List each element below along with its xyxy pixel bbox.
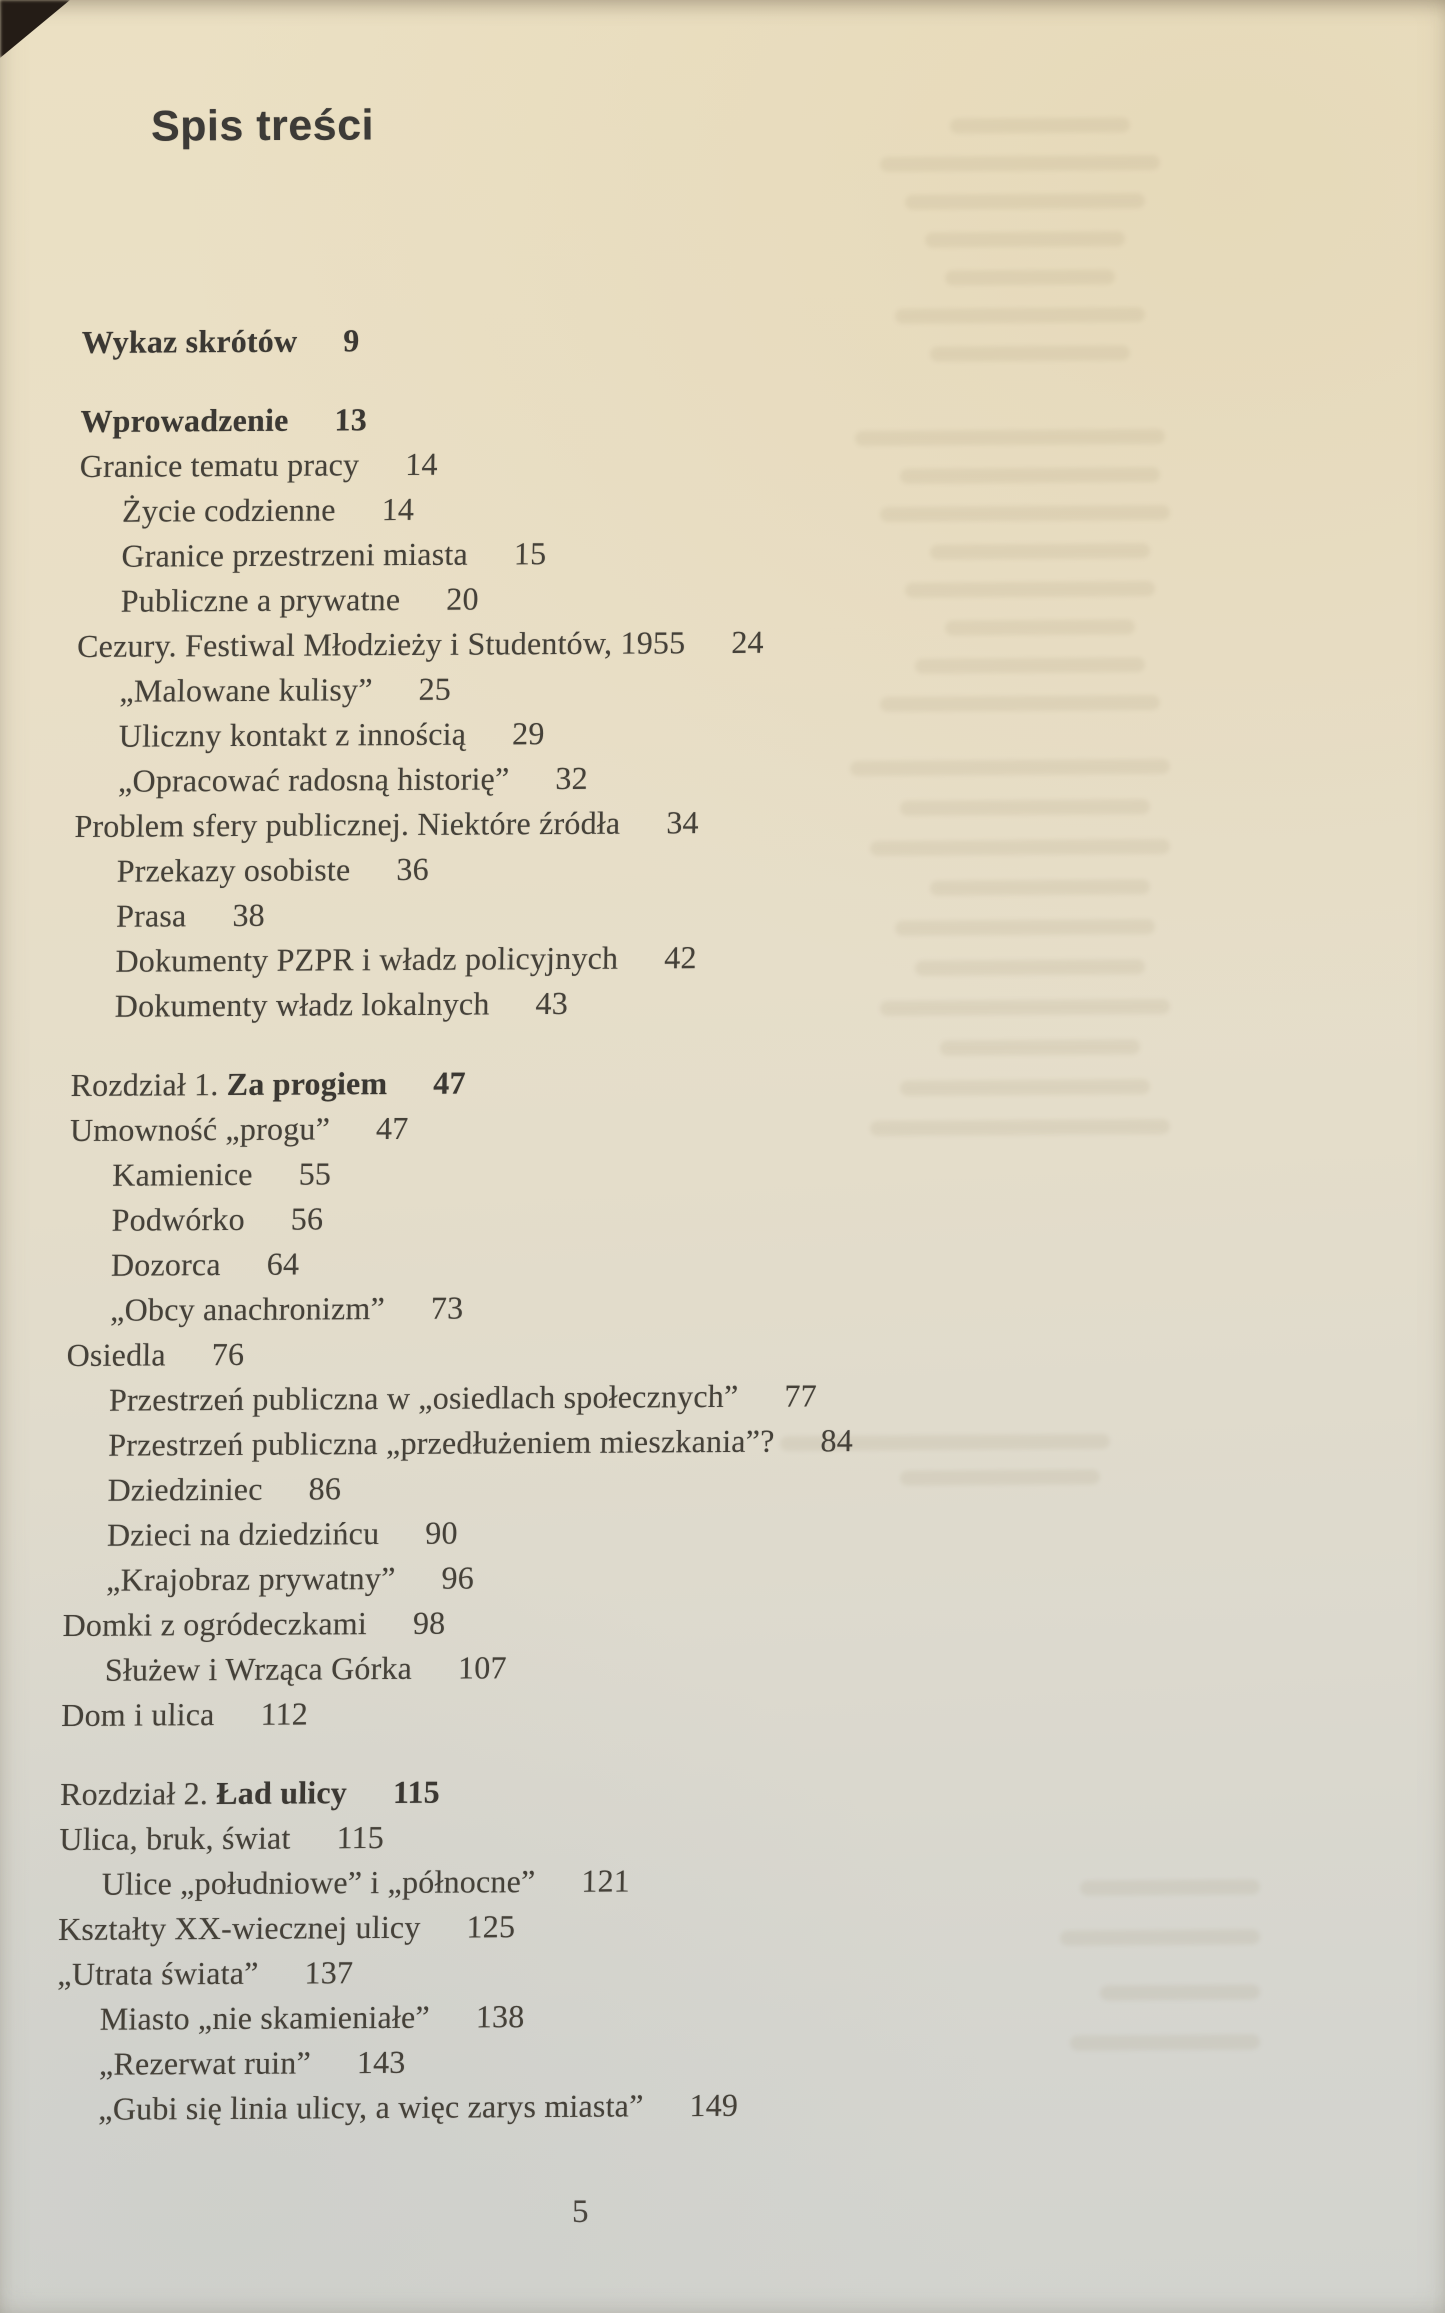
toc-entry-title: Prasa	[115, 897, 187, 934]
bleed-through-line	[940, 1039, 1140, 1055]
page-heading: Spis treści	[150, 101, 375, 151]
toc-entry	[67, 1283, 855, 1333]
toc-entry-title: Cezury. Festiwal Młodzieży i Studentów, 1955	[76, 624, 686, 664]
bleed-through-line	[900, 1079, 1150, 1096]
toc-entry-page: 115	[336, 1818, 385, 1856]
toc-entry-page: 42	[664, 939, 697, 976]
toc-entry-page: 125	[466, 1908, 516, 1945]
bleed-through-line	[895, 919, 1155, 936]
toc-entry	[75, 709, 863, 759]
toc-entry-title: Osiedla	[66, 1336, 167, 1373]
toc-entry	[62, 1643, 850, 1693]
toc-entry-title: Przekazy osobiste	[116, 851, 351, 889]
bleed-through-line	[915, 959, 1145, 976]
toc-entry	[71, 979, 859, 1029]
bleed-through-line	[930, 345, 1130, 361]
toc-entry-page: 13	[334, 401, 368, 438]
toc-entry-page: 47	[433, 1064, 467, 1101]
toc-entry-title: „Krajobraz prywatny”	[106, 1559, 396, 1598]
toc-entry-title: Umowność „progu”	[69, 1110, 331, 1148]
toc-entry-page: 96	[441, 1559, 475, 1596]
toc-entry-title: Kształty XX-wiecznej ulicy	[57, 1908, 421, 1947]
toc-entry	[79, 484, 867, 534]
toc-entry-title: „Rezerwat ruin”	[98, 2044, 312, 2082]
page-number: 5	[572, 2194, 589, 2230]
bleed-through-line	[850, 759, 1170, 776]
toc-entry	[78, 529, 866, 579]
toc-entry	[58, 1857, 846, 1907]
bleed-through-line	[1080, 1879, 1260, 1895]
toc-entry-title: „Obcy anachronizm”	[110, 1290, 386, 1328]
toc-entry-prefix: Rozdział 2.	[59, 1775, 217, 1812]
toc-entry	[69, 1148, 857, 1198]
toc-entry-page: 47	[375, 1109, 409, 1147]
toc-entry-page: 43	[535, 984, 569, 1022]
toc-entry	[72, 934, 860, 984]
toc-entry-title: Kamienice	[112, 1155, 254, 1193]
toc-entry	[77, 574, 865, 624]
toc-entry-title: Dozorca	[110, 1246, 222, 1283]
toc-entry	[60, 1767, 848, 1817]
toc-entry	[68, 1193, 856, 1243]
toc-entry-title: Miasto „nie skamieniałe”	[99, 1998, 431, 2037]
toc-entry	[66, 1328, 854, 1378]
toc-entry-page: 115	[392, 1773, 441, 1810]
toc-entry-page: 56	[290, 1200, 324, 1237]
toc-entry-page: 77	[784, 1377, 818, 1414]
toc-entry-title: Dziedziniec	[107, 1470, 263, 1508]
toc-entry-page: 14	[405, 445, 438, 483]
toc-entry	[65, 1418, 853, 1468]
toc-entry-page: 138	[475, 1998, 525, 2035]
bleed-through-line	[900, 1469, 1100, 1485]
toc-entry-title: Wykaz skrótów	[81, 322, 298, 360]
toc-entry-title: Publiczne a prywatne	[120, 581, 401, 619]
bleed-through-line	[1060, 1929, 1260, 1945]
toc-entry-page: 32	[555, 759, 589, 797]
toc-entry-page: 55	[298, 1155, 332, 1192]
toc-entry-title: Ulice „południowe” i „północne”	[101, 1863, 536, 1902]
toc-entry	[75, 754, 863, 804]
bleed-through-line	[945, 619, 1135, 635]
toc-entry-page: 121	[581, 1862, 631, 1899]
toc-entry	[62, 1598, 850, 1648]
toc-entry-page: 149	[689, 2086, 739, 2124]
toc-entry-page: 107	[457, 1649, 507, 1686]
toc-entry-title: „Malowane kulisy”	[119, 671, 373, 709]
toc-entry	[73, 889, 861, 939]
toc-entry	[70, 1103, 858, 1153]
toc-entry-page: 86	[308, 1470, 342, 1507]
toc-entry	[56, 2037, 844, 2087]
toc-entry-title: Dzieci na dziedzińcu	[106, 1515, 380, 1553]
toc-entry-title: „Opracować radosną historię”	[117, 760, 510, 799]
toc-entry-prefix: Rozdział 1.	[70, 1066, 228, 1103]
toc-entry-title: Służew i Wrząca Górka	[104, 1649, 413, 1688]
toc-entry	[64, 1508, 852, 1558]
toc-entry	[57, 1947, 845, 1997]
toc-entry-page: 143	[356, 2043, 406, 2081]
toc-entry-title: „Gubi się linia ulicy, a więc zarys miasta”	[98, 2087, 644, 2127]
page-corner-shadow	[0, 0, 70, 58]
toc-entry	[66, 1373, 854, 1423]
toc-entry-title: Dokumenty władz lokalnych	[114, 985, 490, 1024]
toc-entry	[58, 1902, 846, 1952]
bleed-through-line	[880, 999, 1170, 1016]
toc-entry-page: 64	[266, 1245, 300, 1282]
bleed-through-line	[950, 117, 1130, 133]
toc-entry	[80, 394, 868, 444]
bleed-through-line	[880, 505, 1170, 522]
toc-entry-page: 84	[820, 1422, 854, 1459]
toc-entry	[61, 1688, 849, 1738]
bleed-through-line	[880, 695, 1160, 712]
bleed-through-line	[930, 543, 1150, 560]
toc-entry	[59, 1812, 847, 1862]
toc-entry-title: Uliczny kontakt z innością	[118, 715, 467, 754]
toc-entry-page: 137	[304, 1954, 354, 1991]
toc-entry-page: 98	[412, 1604, 446, 1641]
bleed-through-line	[900, 799, 1150, 816]
bleed-through-line	[945, 269, 1115, 285]
bleed-through-line	[925, 231, 1125, 247]
toc-entry	[79, 439, 867, 489]
toc-entry-title: Problem sfery publicznej. Niektóre źródła	[74, 804, 621, 844]
toc-entry	[63, 1553, 851, 1603]
table-of-contents	[55, 315, 870, 2132]
toc-entry-page: 90	[425, 1514, 458, 1551]
bleed-through-line	[1070, 2034, 1260, 2050]
toc-entry	[64, 1463, 852, 1513]
toc-entry-title: Dokumenty PZPR i władz policyjnych	[115, 939, 619, 979]
toc-entry-title: Dom i ulica	[61, 1696, 215, 1733]
toc-entry-title: „Utrata świata”	[57, 1954, 259, 1992]
toc-entry	[81, 315, 869, 365]
bleed-through-line	[855, 429, 1165, 446]
toc-entry	[74, 799, 862, 849]
toc-entry	[77, 619, 865, 669]
toc-entry	[68, 1238, 856, 1288]
toc-entry-page: 29	[511, 715, 545, 752]
bleed-through-line	[870, 839, 1170, 856]
toc-entry	[73, 844, 861, 894]
toc-entry-title: Podwórko	[111, 1200, 246, 1238]
toc-entry-page: 25	[418, 670, 452, 707]
toc-entry-page: 112	[260, 1695, 309, 1732]
toc-entry-page: 34	[666, 804, 700, 841]
bleed-through-line	[905, 193, 1145, 210]
bleed-through-line	[905, 581, 1155, 598]
toc-entry-title: Granice tematu pracy	[79, 446, 360, 484]
toc-entry-page: 15	[513, 535, 547, 572]
bleed-through-line	[1100, 1984, 1260, 2000]
bleed-through-line	[900, 467, 1160, 484]
toc-entry-page: 20	[446, 580, 480, 617]
toc-entry-title: Ład ulicy	[216, 1774, 348, 1812]
toc-entry-title: Domki z ogródeczkami	[62, 1605, 368, 1643]
toc-entry-title: Granice przestrzeni miasta	[121, 535, 469, 574]
bleed-through-line	[930, 879, 1150, 896]
toc-entry-page: 36	[396, 850, 430, 888]
toc-entry-title: Przestrzeń publiczna w „osiedlach społecznych”	[108, 1377, 739, 1418]
toc-entry-page: 9	[343, 322, 360, 359]
toc-entry-page: 38	[232, 896, 266, 934]
toc-entry	[55, 2082, 843, 2132]
toc-entry	[70, 1058, 858, 1108]
toc-entry-page: 73	[430, 1289, 464, 1326]
toc-entry-title: Ulica, bruk, świat	[59, 1819, 291, 1857]
toc-entry-title: Przestrzeń publiczna „przedłużeniem mieszkania”?	[108, 1422, 775, 1463]
toc-entry-page: 24	[731, 623, 765, 660]
toc-entry	[56, 1992, 844, 2042]
bleed-through-line	[915, 657, 1145, 674]
bleed-through-line	[880, 155, 1160, 172]
bleed-through-line	[895, 307, 1145, 324]
toc-entry-title: Życie codzienne	[121, 491, 337, 529]
toc-entry-title: Wprowadzenie	[80, 401, 289, 439]
toc-entry-title: Za progiem	[226, 1065, 388, 1103]
bleed-through-line	[870, 1119, 1170, 1136]
toc-entry-page: 76	[211, 1335, 245, 1373]
toc-entry	[76, 664, 864, 714]
toc-entry-page: 14	[381, 490, 415, 528]
